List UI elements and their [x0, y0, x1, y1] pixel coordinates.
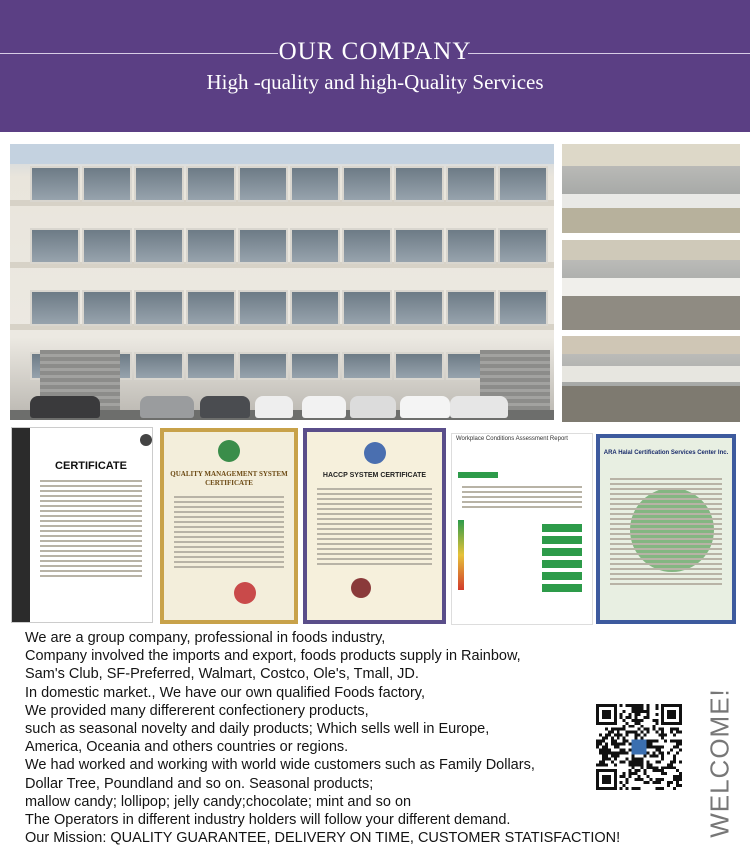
certificate-title: CERTIFICATE [55, 460, 127, 472]
halal-certificate [596, 434, 736, 624]
haccp-certificate [303, 428, 446, 624]
description-line: Company involved the imports and export, foods products supply in Rainbow, [25, 648, 521, 665]
factory-interior-photo-2 [562, 240, 740, 330]
description-line: The Operators in different industry holders will follow your different demand. [25, 811, 511, 828]
certificate-title: QUALITY MANAGEMENT SYSTEM CERTIFICATE [170, 470, 288, 487]
description-line: In domestic market., We have our own qualified Foods factory, [25, 684, 426, 701]
certificate-title: HACCP SYSTEM CERTIFICATE [322, 472, 427, 479]
quality-management-certificate [160, 428, 298, 624]
factory-interior-photo-3 [562, 336, 740, 422]
welcome-text-container [700, 688, 740, 838]
factory-building-photo [10, 144, 554, 420]
page-title: OUR COMPANY [278, 38, 472, 65]
factory-interior-photo-1 [562, 144, 740, 233]
description-line: We provided many differerent confectionery products, [25, 702, 369, 719]
description-line: We are a group company, professional in foods industry, [25, 630, 386, 646]
workplace-assessment-report [452, 434, 592, 624]
description-line: Our Mission: QUALITY GUARANTEE, DELIVERY ON TIME, CUSTOMER STATISFACTION! [25, 830, 621, 847]
description-line: We had worked and working with world wide customers such as Family Dollars, [25, 757, 535, 774]
description-line: Dollar Tree, Poundland and so on. Seasonal products; [25, 775, 374, 792]
food-safety-certificate [12, 428, 152, 622]
description-line: America, Oceania and others countries or regions. [25, 739, 349, 756]
qr-code[interactable] [596, 704, 682, 790]
description-line: Sam's Club, SF-Preferred, Walmart, Costco, Ole's, Tmall, JD. [25, 666, 419, 683]
report-title: Workplace Conditions Assessment Report [456, 436, 568, 442]
company-description [25, 629, 621, 847]
description-line: mallow candy; lollipop; jelly candy;chocolate; mint and so on [25, 793, 412, 810]
certificate-title: ARA Halal Certification Services Center Inc. [603, 450, 729, 456]
header-banner [0, 0, 750, 132]
welcome-text: WELCOME! [704, 688, 735, 838]
page-subtitle: High -quality and high-Quality Services [206, 70, 544, 94]
description-line: such as seasonal novelty and daily products; Which sells well in Europe, [25, 720, 490, 737]
